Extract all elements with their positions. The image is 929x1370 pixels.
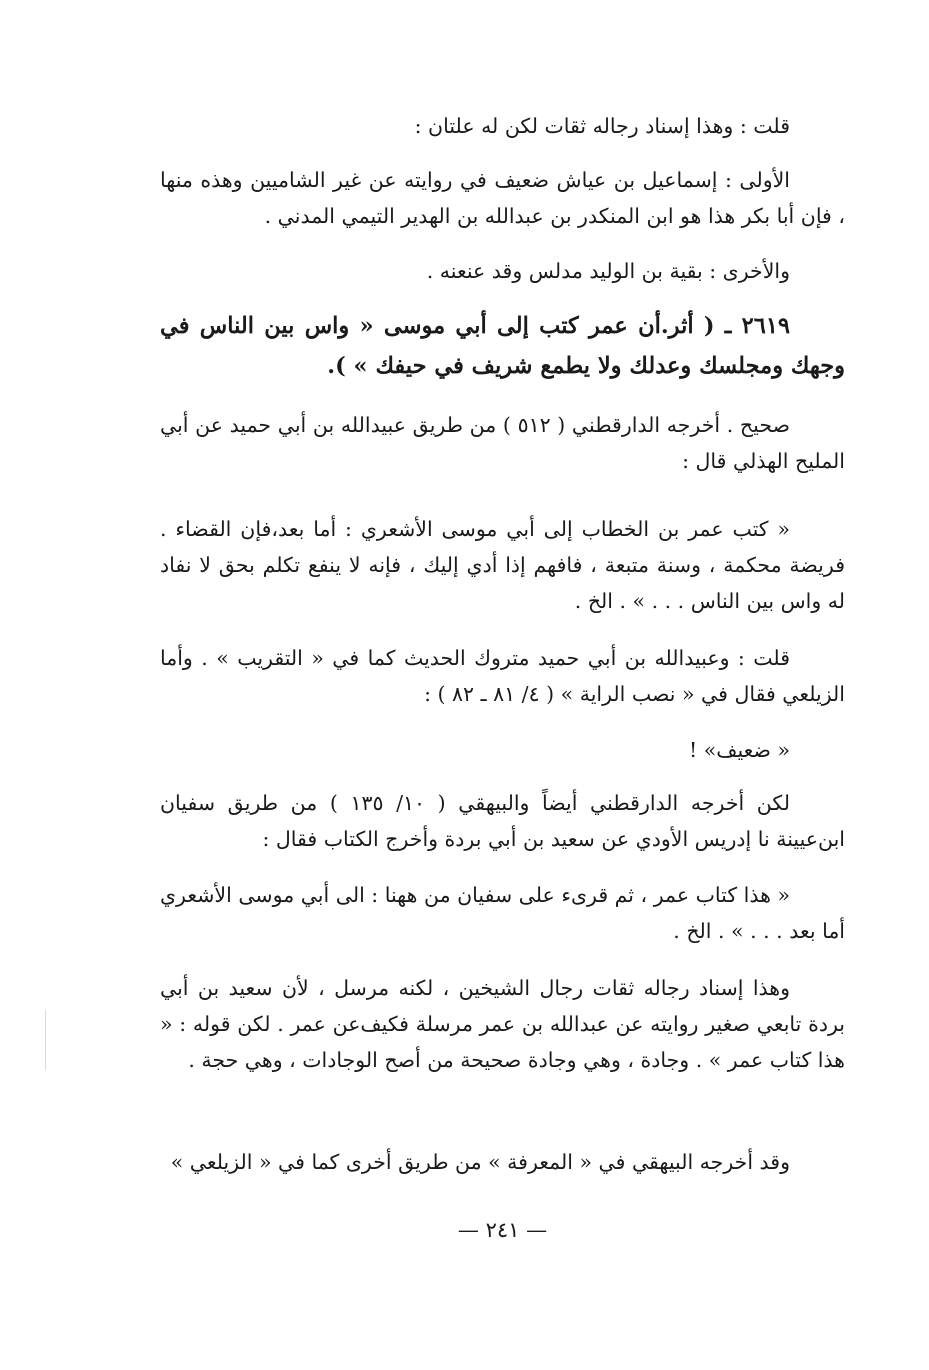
paragraph-3: والأخرى : بقية بن الوليد مدلس وقد عنعنه . <box>426 259 790 283</box>
paragraph-8: « ضعيف» ! <box>688 738 790 762</box>
paragraph-1: قلت : وهذا إسناد رجاله ثقات لكن له علتان : <box>414 114 790 138</box>
paragraph-2: الأولى : إسماعيل بن عياش ضعيف في روايته عن غير الشاميين وهذه منها ، فإن أبا بكر هذا هو ابن المنكدر بن عبدالله بن الهدير التيمي المدني . <box>160 168 845 228</box>
page-number: — ٢٤١ — <box>457 1218 548 1242</box>
quote-umar-book: « هذا كتاب عمر ، ثم قرىء على سفيان من ههنا : الى أبي موسى الأشعري أما بعد . . . » . الخ . <box>160 883 845 943</box>
quote-umar-letter: « كتب عمر بن الخطاب إلى أبي موسى الأشعري : أما بعد،فإن القضاء . فريضة محكمة ، وسنة متبعة ، فافهم إذا أدي إليك ، فإنه لا ينفع تكلم بحق لا نفاد له واس بين الناس . . . » . الخ . <box>160 517 845 613</box>
paragraph-12: وقد أخرجه البيهقي في « المعرفة » من طريق أخرى كما في « الزيلعي » <box>170 1150 790 1174</box>
paragraph-11: وهذا إسناد رجاله ثقات رجال الشيخين ، لكنه مرسل ، لأن سعيد بن أبي بردة تابعي صغير روايته عن عبدالله بن عمر مرسلة فكيف‌عن عمر . لكن قوله : « هذا كتاب عمر » . وجادة ، وهي وجادة صحيحة من أصح الوجادات ، وهي حجة . <box>160 976 845 1072</box>
paragraph-9: لكن أخرجه الدارقطني أيضاً والبيهقي ( ١٠/ ١٣٥ ) من طريق سفيان ابن‌عيينة نا إدريس الأودي عن سعيد بن أبي بردة وأخرج الكتاب فقال : <box>160 791 845 851</box>
document-page <box>160 0 845 1370</box>
paragraph-7: قلت : وعبيدالله بن أبي حميد متروك الحديث كما في « التقريب » . وأما الزيلعي فقال في « نصب الراية » ( ٤/ ٨١ ـ ٨٢ ) : <box>160 646 845 706</box>
hadith-2619-heading: ٢٦١٩ ـ ( أثر.أن عمر كتب إلى أبي موسى « واس بين الناس في وجهك ومجلسك وعدلك ولا يطمع شريف في حيفك » ). <box>160 313 845 379</box>
paragraph-5: صحيح . أخرجه الدارقطني ( ٥١٢ ) من طريق عبيدالله بن أبي حميد عن أبي المليح الهذلي قال : <box>160 413 845 473</box>
scan-edge-mark <box>45 1010 46 1070</box>
